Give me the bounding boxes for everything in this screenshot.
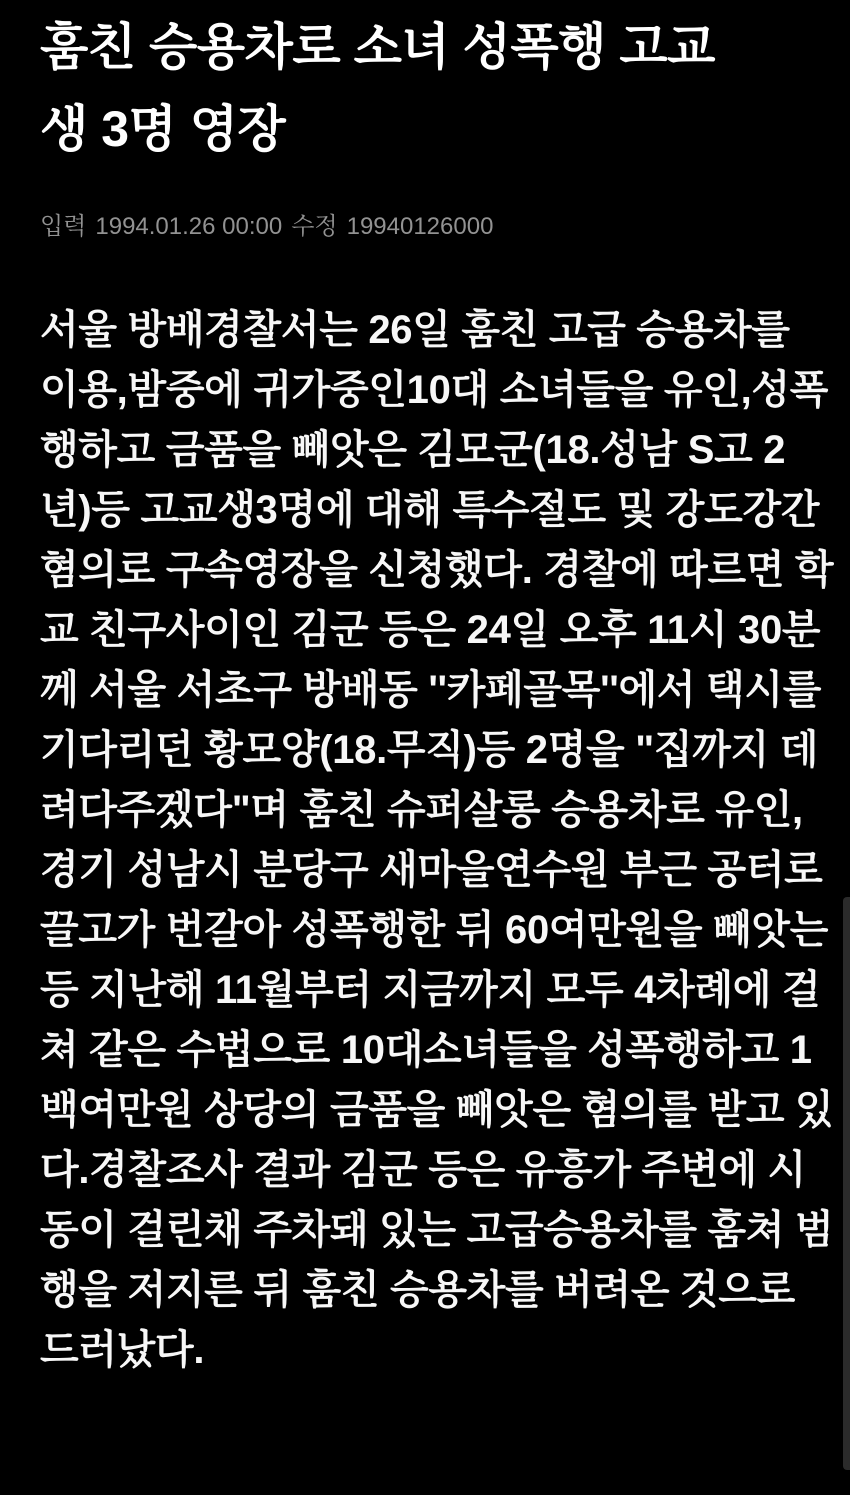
headline-line: 생 3명 영장 (40, 101, 286, 157)
article-body-line: 경기 성남시 분당구 새마을연수원 부근 공터로 (40, 848, 823, 892)
meta-input-label: 입력 (40, 213, 87, 240)
article-body-line: 다.경찰조사 결과 김군 등은 유흥가 주변에 시 (40, 1148, 806, 1192)
meta-modified-value: 19940126000 (346, 213, 494, 240)
headline-line: 훔친 승용차로 소녀 성폭행 고교 (40, 19, 715, 75)
article-body-line: 드러났다. (40, 1328, 205, 1372)
meta-modified-label: 수정 (291, 213, 338, 240)
article-body-line: 끌고가 번갈아 성폭행한 뒤 60여만원을 빼앗는 (40, 908, 829, 952)
article-body-line: 혐의로 구속영장을 신청했다. 경찰에 따르면 학 (40, 548, 834, 592)
article-body-line: 서울 방배경찰서는 26일 훔친 고급 승용차를 (40, 308, 790, 352)
article-body-line: 교 친구사이인 김군 등은 24일 오후 11시 30분 (40, 608, 821, 652)
article-body-line: 쳐 같은 수법으로 10대소녀들을 성폭행하고 1 (40, 1028, 812, 1072)
article-body-line: 기다리던 황모양(18.무직)등 2명을 "집까지 데 (40, 728, 819, 772)
article-body-line: 려다주겠다"며 훔친 슈퍼살롱 승용차로 유인, (40, 788, 803, 832)
article-body-line: 등 지난해 11월부터 지금까지 모두 4차례에 걸 (40, 968, 821, 1012)
article-body-line: 께 서울 서초구 방배동 ''카페골목''에서 택시를 (40, 668, 822, 712)
article-meta (40, 210, 810, 244)
article-body-line: 행을 저지른 뒤 훔친 승용차를 버려온 것으로 (40, 1268, 795, 1312)
article-body-line: 동이 걸린채 주차돼 있는 고급승용차를 훔쳐 범 (40, 1208, 834, 1252)
article-body-line: 행하고 금품을 빼앗은 김모군(18.성남 S고 2 (40, 428, 786, 472)
article-body-line: 이용,밤중에 귀가중인10대 소녀들을 유인,성폭 (40, 368, 829, 412)
article-body-line: 년)등 고교생3명에 대해 특수절도 및 강도강간 (40, 488, 820, 532)
article-body (40, 300, 834, 1380)
meta-input-datetime: 1994.01.26 00:00 (95, 213, 283, 240)
article-headline (40, 6, 810, 170)
scrollbar-thumb[interactable] (843, 897, 850, 1470)
article-body-line: 백여만원 상당의 금품을 빼앗은 혐의를 받고 있 (40, 1088, 834, 1132)
